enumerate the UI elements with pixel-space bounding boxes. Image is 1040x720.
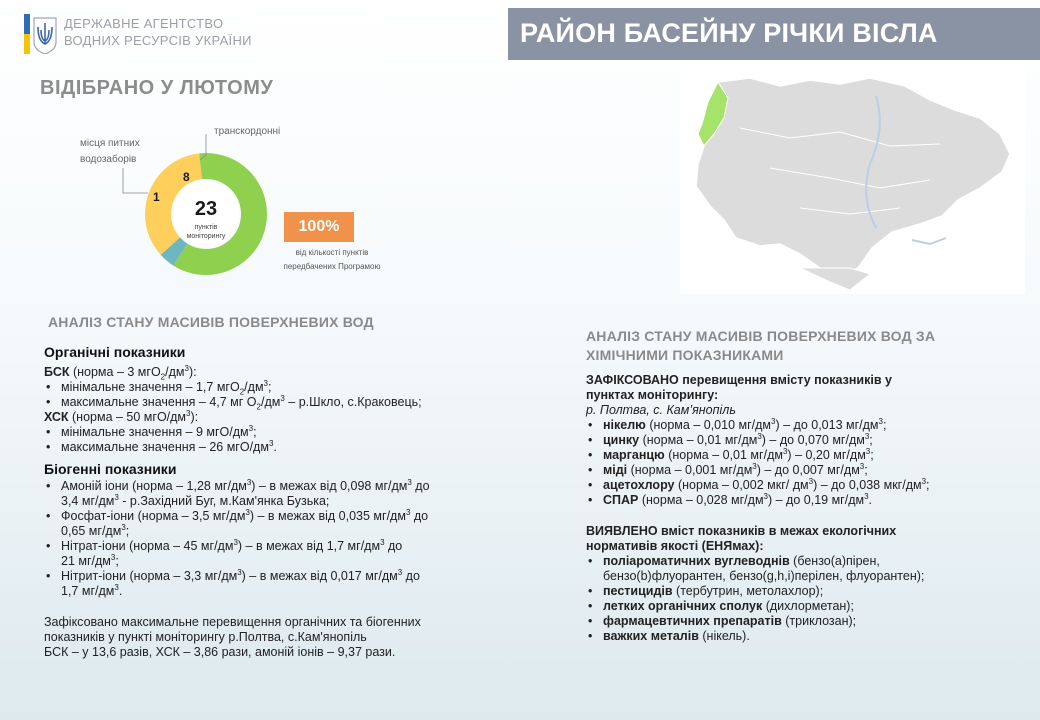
chemical-heading-line2: ХІМІЧНИМИ ПОКАЗНИКАМИ xyxy=(586,347,784,363)
hsk-norm xyxy=(44,410,544,425)
callout-transboundary: транскордонні xyxy=(214,126,281,137)
list-item xyxy=(44,395,544,410)
item-norm: (норма – 0,01 мг/дм xyxy=(664,448,783,462)
organic-title: Органічні показники xyxy=(44,344,186,360)
sup-3: 3 xyxy=(763,491,768,501)
title-banner xyxy=(508,8,1040,60)
list-item xyxy=(586,478,1031,493)
pest-name: пестицидів xyxy=(603,584,673,598)
chemical-heading-line1: АНАЛІЗ СТАНУ МАСИВІВ ПОВЕРХНЕВИХ ВОД ЗА xyxy=(586,328,936,344)
list-item xyxy=(586,418,1031,433)
end: – р.Шкло, с.Краковець; xyxy=(284,395,422,409)
sup-3: 3 xyxy=(237,567,242,577)
sup-3: 3 xyxy=(405,507,411,517)
fixed-line2: пунктах моніторингу: xyxy=(586,388,719,402)
bsk-norm-end: ): xyxy=(188,365,197,379)
pah-detail: (бензо(а)пірен, xyxy=(789,554,880,568)
list-item xyxy=(586,554,1031,584)
coverage-note-line2: передбачених Програмою xyxy=(283,262,381,271)
list-item xyxy=(44,440,544,455)
pah-name: поліароматичних вуглеводнів xyxy=(603,554,790,568)
nitrat: Нітрат-іони (норма – 45 мг/дм xyxy=(61,539,234,553)
coverage-note-line1: від кількості пунктів xyxy=(295,248,369,257)
sup-3: 3 xyxy=(782,446,788,456)
nitrit-range: ) – в межах від 0,017 мг/дм xyxy=(241,569,398,583)
sup-3: 3 xyxy=(246,477,252,487)
list-item xyxy=(586,433,1031,448)
sup-3: 3 xyxy=(268,438,274,448)
surface-water-heading: АНАЛІЗ СТАНУ МАСИВІВ ПОВЕРХНЕВИХ ВОД xyxy=(48,314,374,330)
sup-3: 3 xyxy=(752,461,757,471)
vol-detail: (дихлорметан); xyxy=(762,599,854,613)
sup-3: 3 xyxy=(407,477,412,487)
amon-place: - р.Західний Буг, м.Кам'янка Бузька; xyxy=(118,494,330,508)
fixed-line1: ЗАФІКСОВАНО перевищення вмісту показників у xyxy=(586,373,892,387)
nitrit: Нітрит-іони (норма – 3,3 мг/дм xyxy=(61,569,238,583)
item-name: нікелю xyxy=(603,418,646,432)
item-max: ) – до 0,19 мг/дм xyxy=(768,493,865,507)
sup-3: 3 xyxy=(114,582,119,592)
sup-3: 3 xyxy=(121,522,126,532)
summary xyxy=(44,615,544,660)
bsk-max: максимальне значення – 4,7 мг О xyxy=(61,395,257,409)
pest-detail: (тербутрин, метолахлор); xyxy=(672,584,824,598)
nitrat-range: ) – в межах від 1,7 мг/дм xyxy=(237,539,381,553)
list-item xyxy=(44,425,544,440)
section-subtitle: ВІДІБРАНО У ЛЮТОМУ xyxy=(40,77,274,99)
list-item xyxy=(586,463,1031,478)
found-line2: нормативів якості (ЕНЯмах): xyxy=(586,539,764,553)
right-analysis xyxy=(586,373,1031,644)
to: до xyxy=(410,509,429,523)
pharm-detail: (триклозан); xyxy=(781,614,857,628)
end: ): xyxy=(190,410,199,424)
biogenic-title: Біогенні показники xyxy=(44,461,177,477)
end: ; xyxy=(869,433,873,447)
list-item xyxy=(586,493,1031,508)
hsk-list xyxy=(44,425,544,455)
list-item xyxy=(586,629,1031,644)
phos-range: ) – в межах від 0,035 мг/дм xyxy=(249,509,406,523)
vol-name: летких органічних сполук xyxy=(603,599,763,613)
item-norm: (норма – 0,001 мг/дм xyxy=(627,463,753,477)
phos-max: 0,65 мг/дм xyxy=(61,524,122,538)
list-item xyxy=(586,448,1031,463)
sup-3: 3 xyxy=(771,416,776,426)
sup-3: 3 xyxy=(233,537,238,547)
metal-detail: (нікель). xyxy=(698,629,750,643)
agency-line-2: ВОДНИХ РЕСУРСІВ УКРАЇНИ xyxy=(64,33,252,48)
sup-3: 3 xyxy=(248,423,254,433)
sup-3: 3 xyxy=(110,552,116,562)
callout-drinking-line1: місця питних xyxy=(80,138,140,149)
list-item xyxy=(44,380,544,395)
summary-line1: Зафіксовано максимальне перевищення органічних та біогенних xyxy=(44,615,421,629)
agency-line-1: ДЕРЖАВНЕ АГЕНТСТВО xyxy=(64,16,224,31)
sup-3: 3 xyxy=(397,567,403,577)
chemical-heading xyxy=(586,327,935,365)
bsk-min: мінімальне значення – 1,7 мгО xyxy=(61,380,240,394)
sup-3: 3 xyxy=(380,537,385,547)
biogenic-list xyxy=(44,479,524,599)
sup-3: 3 xyxy=(263,378,268,388)
item-name: марганцю xyxy=(603,448,665,462)
unit: /дм xyxy=(260,395,281,409)
drinking-value-label: 1 xyxy=(153,190,160,204)
sup-3: 3 xyxy=(921,476,927,486)
item-norm: (норма – 0,01 мг/дм xyxy=(639,433,758,447)
item-norm: (норма – 0,028 мг/дм xyxy=(638,493,764,507)
bsk-list xyxy=(44,380,544,410)
callout-lines xyxy=(0,0,300,200)
sup-3: 3 xyxy=(186,408,191,418)
list-item xyxy=(586,599,1031,614)
left-analysis xyxy=(44,344,544,660)
bsk-norm xyxy=(44,365,544,380)
to: до xyxy=(411,479,430,493)
sub-2: 2 xyxy=(239,387,245,397)
sup-3: 3 xyxy=(184,363,189,373)
item-max: ) – 0,20 мг/дм xyxy=(787,448,866,462)
end: . xyxy=(868,493,873,507)
summary-line2: показників у пункті моніторингу р.Полтва, с.Кам'янопіль xyxy=(44,630,367,644)
hsk-label: ХСК xyxy=(44,410,69,424)
end: ; xyxy=(870,448,874,462)
end: ; xyxy=(125,524,130,538)
item-max: ) – до 0,013 мг/дм xyxy=(775,418,879,432)
coverage-note xyxy=(270,246,394,274)
item-norm: (норма – 0,002 мкг/ дм xyxy=(674,478,809,492)
list-item xyxy=(44,539,524,569)
amon: Амоній іони (норма – 1,28 мг/дм xyxy=(61,479,247,493)
bsk-norm-text: (норма – 3 мгО xyxy=(69,365,161,379)
list-item xyxy=(586,614,1031,629)
to: до xyxy=(402,569,420,583)
found-list xyxy=(586,554,1031,644)
end: . xyxy=(273,440,277,454)
sup-3: 3 xyxy=(864,491,869,501)
donut-center-line2: моніторингу xyxy=(186,233,226,240)
ukraine-map xyxy=(680,68,1025,294)
end: ; xyxy=(253,425,257,439)
coverage-value: 100% xyxy=(284,212,354,242)
sup-3: 3 xyxy=(864,431,870,441)
hsk-norm-text: (норма – 50 мгО/дм xyxy=(68,410,187,424)
sup-3: 3 xyxy=(245,507,250,517)
found-line1: ВИЯВЛЕНО вміст показників в межах екологічних xyxy=(586,524,897,538)
item-max: ) – до 0,038 мкг/дм xyxy=(813,478,922,492)
item-name: СПАР xyxy=(603,493,639,507)
sup-3: 3 xyxy=(878,416,883,426)
sup-3: 3 xyxy=(808,476,814,486)
donut-total: 23 xyxy=(194,198,218,220)
end: ; xyxy=(926,478,930,492)
donut-center-line1: пунктів xyxy=(194,224,218,231)
amon-range: ) – в межах від 0,098 мг/дм xyxy=(251,479,408,493)
sub-2: 2 xyxy=(256,402,261,412)
hsk-min: мінімальне значення – 9 мгО/дм xyxy=(61,425,249,439)
sub-2: 2 xyxy=(160,372,166,382)
hsk-max: максимальне значення – 26 мгО/дм xyxy=(61,440,269,454)
transboundary-value-label: 8 xyxy=(183,170,190,184)
nitrat-max: 21 мг/дм xyxy=(61,554,111,568)
item-norm: (норма – 0,010 мг/дм xyxy=(645,418,772,432)
item-max: ) – до 0,007 мг/дм xyxy=(756,463,860,477)
to: до xyxy=(384,539,403,553)
metal-name: важких металів xyxy=(603,629,699,643)
end: ; xyxy=(268,380,272,394)
list-item xyxy=(586,584,1031,599)
donut-center xyxy=(171,198,241,241)
summary-line3: БСК – у 13,6 разів, ХСК – 3,86 рази, амоній іонів – 9,37 рази. xyxy=(44,645,396,659)
callout-drinking-line2: водозаборів xyxy=(80,154,137,165)
nitrit-max: 1,7 мг/дм xyxy=(61,584,115,598)
phos: Фосфат-іони (норма – 3,5 мг/дм xyxy=(61,509,246,523)
end: ; xyxy=(864,463,868,477)
item-name: ацетохлору xyxy=(603,478,675,492)
unit: /дм xyxy=(244,380,264,394)
end: ; xyxy=(882,418,887,432)
bsk-norm-unit: /дм xyxy=(165,365,185,379)
sup-3: 3 xyxy=(280,393,285,403)
sup-3: 3 xyxy=(865,446,871,456)
sup-3: 3 xyxy=(757,431,762,441)
pah-detail-2: бензо(b)флуорантен, бензо(g,h,i)перілен, флуорантен); xyxy=(603,569,925,583)
pharm-name: фармацевтичних препаратів xyxy=(603,614,782,628)
end: . xyxy=(118,584,123,598)
item-name: міді xyxy=(603,463,628,477)
bsk-label: БСК xyxy=(44,365,70,379)
item-name: цинку xyxy=(603,433,640,447)
item-max: ) – до 0,070 мг/дм xyxy=(761,433,865,447)
exceedance-list xyxy=(586,418,1031,508)
amon-max: 3,4 мг/дм xyxy=(61,494,115,508)
end: ; xyxy=(115,554,119,568)
list-item xyxy=(44,569,524,599)
list-item xyxy=(44,479,524,509)
page-title: РАЙОН БАСЕЙНУ РІЧКИ ВІСЛА xyxy=(520,18,938,48)
monitoring-place: р. Полтва, с. Кам’янопіль xyxy=(586,403,736,417)
list-item xyxy=(44,509,524,539)
sup-3: 3 xyxy=(859,461,865,471)
sup-3: 3 xyxy=(114,492,119,502)
